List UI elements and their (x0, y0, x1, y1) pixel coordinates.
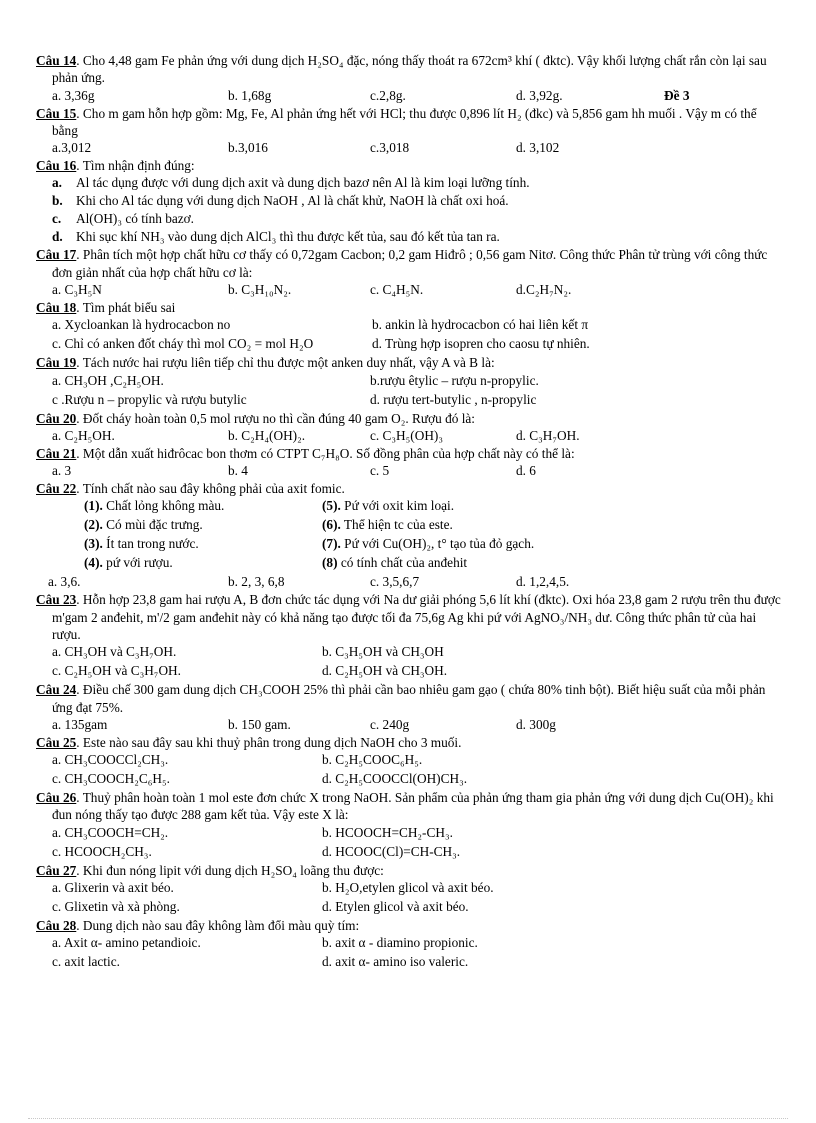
page-bottom-divider (28, 1118, 788, 1119)
option-b[interactable]: b. 150 gam. (228, 716, 291, 732)
question-20 (36, 410, 782, 445)
question-stem (36, 354, 782, 371)
answer-row (52, 879, 782, 898)
question-stem (36, 410, 782, 427)
option-a[interactable]: a. 3,36g (52, 87, 95, 103)
option-b[interactable]: b. 2, 3, 6,8 (228, 574, 285, 590)
question-15 (36, 105, 782, 158)
option-a[interactable] (52, 174, 782, 192)
question-stem (36, 299, 782, 316)
option-a[interactable]: a. CH₃OH ,C₂H₅OH. (52, 372, 164, 388)
exam-code-tag: Đề 3 (664, 87, 690, 103)
option-a[interactable]: a. 3,6. (48, 574, 81, 590)
option-c[interactable]: c.3,018 (370, 140, 410, 156)
question-number: Câu 24 (36, 682, 77, 698)
answer-options (52, 427, 782, 445)
answer-options (52, 462, 782, 480)
property-item: (4). pứ với rượu. (84, 555, 173, 571)
question-text: . Tìm nhận định đúng: (76, 158, 195, 174)
option-d[interactable]: d. 3,102 (516, 140, 560, 156)
option-b[interactable]: b. C₃H₅OH và CH₃OH (322, 644, 444, 660)
option-text: Khi sục khí NH₃ vào dung dịch AlCl₃ thì thu được kết tủa, sau đó kết tủa tan ra. (76, 229, 500, 245)
question-stem (36, 681, 782, 716)
question-text: . Este nào sau đây sau khi thuỷ phân trong dung dịch NaOH cho 3 muối. (76, 734, 462, 750)
option-b[interactable] (52, 192, 782, 210)
option-c[interactable]: c.2,8g. (370, 87, 406, 103)
question-22 (36, 480, 782, 591)
question-number: Câu 27 (36, 862, 77, 878)
question-23 (36, 591, 782, 681)
question-stem (36, 862, 782, 879)
option-a[interactable]: a. 135gam (52, 716, 108, 732)
option-a[interactable]: a. Axit α- amino petandioic. (52, 935, 201, 951)
option-c[interactable]: c. 240g (370, 716, 410, 732)
property-row (84, 535, 782, 554)
option-d[interactable]: d. 300g (516, 716, 556, 732)
question-text: . Tìm phát biểu sai (76, 299, 176, 315)
question-text: . Phân tích một hợp chất hữu cơ thấy có 0,72gam Cacbon; 0,2 gam Hiđrô ; 0,56 gam Nitơ. Công thức Phân tử trùng với công thức đơn giản nhất của hợp chất hữu cơ là: (52, 247, 768, 280)
option-d[interactable]: d. 1,2,4,5. (516, 574, 570, 590)
question-26 (36, 789, 782, 862)
question-number: Câu 25 (36, 734, 77, 750)
option-c[interactable]: c. CH₃COOCH₂C₆H₅. (52, 771, 170, 787)
answer-options (52, 716, 782, 734)
option-a[interactable]: a. CH₃COOCCl₂CH₃. (52, 752, 169, 768)
question-number: Câu 18 (36, 299, 77, 315)
property-item: (2). Có mùi đặc trưng. (84, 517, 203, 533)
option-d[interactable]: d. rượu tert-butylic , n-propylic (370, 391, 537, 407)
property-item: (5). Pứ với oxit kim loại. (322, 498, 455, 514)
question-text: . Khi đun nóng lipit với dung dịch H₂SO₄ loãng thu được: (76, 862, 384, 878)
option-a[interactable]: a. Glixerin và axit béo. (52, 879, 174, 895)
option-c[interactable]: c. C₄H₅N. (370, 281, 424, 297)
option-d[interactable]: d. C₂H₅COOCCl(OH)CH₃. (322, 771, 468, 787)
question-number: Câu 22 (36, 481, 77, 497)
answer-options (48, 573, 782, 591)
answer-row (52, 751, 782, 770)
option-c[interactable]: c. C₃H₅(OH)₃ (370, 427, 443, 443)
option-text: Khi cho Al tác dụng với dung dịch NaOH , Al là chất khử, NaOH là chất oxi hoá. (76, 193, 509, 209)
answer-row (52, 824, 782, 843)
question-text: . Tính chất nào sau đây không phải của axit fomic. (76, 481, 345, 497)
question-number: Câu 17 (36, 247, 77, 263)
question-number: Câu 14 (36, 53, 77, 68)
answer-options (52, 174, 782, 246)
option-a[interactable]: a. C₃H₅N (52, 281, 102, 297)
answer-row (52, 643, 782, 662)
answer-row (52, 316, 782, 335)
option-b[interactable]: b. H₂O,etylen glicol và axit béo. (322, 879, 494, 895)
option-b[interactable]: b.3,016 (228, 140, 268, 156)
answer-row (52, 662, 782, 681)
option-b[interactable]: b.rượu êtylic – rượu n-propylic. (370, 372, 539, 388)
option-c[interactable] (52, 210, 782, 228)
option-b[interactable]: b. 1,68g (228, 87, 272, 103)
option-b[interactable]: b. HCOOCH=CH₂-CH₃. (322, 824, 453, 840)
question-number: Câu 21 (36, 445, 77, 461)
question-stem (36, 480, 782, 497)
property-item: (3). Ít tan trong nước. (84, 536, 199, 552)
question-text: . Dung dịch nào sau đây không làm đổi màu quỳ tím: (76, 917, 360, 933)
question-stem (36, 52, 782, 87)
option-c[interactable]: c. C₂H₅OH và C₃H₇OH. (52, 663, 181, 679)
property-item: (6). Thể hiện tc của este. (322, 517, 453, 533)
question-stem (36, 157, 782, 174)
option-a[interactable]: a. 3 (52, 463, 72, 479)
option-d[interactable]: d. Etylen glicol và axit béo. (322, 898, 469, 914)
option-b[interactable]: b. C₃H₁₀N₂. (228, 281, 292, 297)
question-stem (36, 734, 782, 751)
option-c[interactable]: c .Rượu n – propylic và rượu butylic (52, 391, 247, 407)
question-number: Câu 19 (36, 355, 77, 371)
question-text: . Điều chế 300 gam dung dịch CH₃COOH 25% thì phải cần bao nhiêu gam gạo ( chứa 80% tinh bột). Biết hiệu suất của mỗi phản ứng đạt 75%. (52, 682, 766, 715)
option-a[interactable]: a. CH₃COOCH=CH₂. (52, 824, 169, 840)
question-16 (36, 157, 782, 246)
option-b[interactable]: b. C₂H₄(OH)₂. (228, 427, 306, 443)
property-row (84, 497, 782, 516)
option-c[interactable]: c. HCOOCH₂CH₃. (52, 843, 152, 859)
option-a[interactable]: a. CH₃OH và C₃H₇OH. (52, 644, 177, 660)
question-text: . Cho m gam hỗn hợp gồm: Mg, Fe, Al phản ứng hết với HCl; thu được 0,896 lít H₂ (đkc) và 5,856 gam hh muối . Vậy m có thể bằng (52, 105, 757, 138)
answer-row (52, 372, 782, 391)
option-a[interactable]: a. Xycloankan là hydrocacbon no (52, 317, 231, 333)
question-number: Câu 16 (36, 158, 77, 174)
option-c[interactable]: c. axit lactic. (52, 954, 120, 970)
question-number: Câu 23 (36, 592, 77, 608)
question-text: . Một dẫn xuất hiđrôcac bon thơm có CTPT C₇H₈O. Số đồng phân của hợp chất này có thể là: (76, 445, 575, 461)
question-number: Câu 28 (36, 917, 77, 933)
question-stem (36, 105, 782, 140)
option-b[interactable]: b. 4 (228, 463, 248, 479)
property-item: (1). Chất lỏng không màu. (84, 498, 225, 514)
question-text: . Thuỷ phân hoàn toàn 1 mol este đơn chức X trong NaOH. Sản phẩm của phản ứng tham gia phản ứng với dung dịch Cu(OH)₂ khi đun nóng thấy tạo được 288 gam kết tủa. Vậy este X là: (52, 790, 774, 823)
property-row (84, 554, 782, 573)
question-19 (36, 354, 782, 409)
option-letter: c. (52, 211, 62, 227)
option-d[interactable] (52, 228, 782, 246)
option-letter: a. (52, 175, 62, 191)
option-c[interactable]: c. 5 (370, 463, 390, 479)
answer-options (52, 87, 782, 105)
option-b[interactable]: b. C₂H₅COOC₆H₅. (322, 752, 423, 768)
question-stem (36, 445, 782, 462)
option-text: Al tác dụng được với dung dịch axit và dung dịch bazơ nên Al là kim loại lưỡng tính. (76, 175, 530, 191)
question-text: . Đốt cháy hoàn toàn 0,5 mol rượu no thì cần đúng 40 gam O₂. Rượu đó là: (76, 410, 475, 426)
option-c[interactable]: c. Chỉ có anken đốt cháy thì mol CO₂ = mol H₂O (52, 336, 314, 352)
option-letter: b. (52, 193, 63, 209)
option-a[interactable]: a.3,012 (52, 140, 92, 156)
question-18 (36, 299, 782, 354)
question-number: Câu 15 (36, 105, 77, 121)
answer-row (52, 843, 782, 862)
property-row (84, 516, 782, 535)
option-d[interactable]: d. 3,92g. (516, 87, 563, 103)
answer-options (52, 139, 782, 157)
answer-options (52, 281, 782, 299)
answer-row (52, 335, 782, 354)
question-17 (36, 246, 782, 299)
answer-row (52, 934, 782, 953)
option-d[interactable]: d. 6 (516, 463, 536, 479)
option-b[interactable]: b. axit α - diamino propionic. (322, 935, 478, 951)
option-letter: d. (52, 229, 63, 245)
option-d[interactable]: d.C₂H₇N₂. (516, 281, 572, 297)
answer-row (52, 953, 782, 972)
question-number: Câu 20 (36, 410, 77, 426)
option-d[interactable]: d. HCOOC(Cl)=CH-CH₃. (322, 843, 461, 859)
option-d[interactable]: d. C₂H₅OH và CH₃OH. (322, 663, 448, 679)
question-text: . Cho 4,48 gam Fe phản ứng với dung dịch H₂SO₄ đặc, nóng thấy thoát ra 672cm³ khí ( đktc). Vậy khối lượng chất rắn còn lại sau phản ứng. (52, 53, 767, 86)
property-item: (7). Pứ với Cu(OH)₂, t° tạo tủa đỏ gạch. (322, 536, 535, 552)
question-stem (36, 246, 782, 281)
option-d[interactable]: d. C₃H₇OH. (516, 427, 580, 443)
option-c[interactable]: c. 3,5,6,7 (370, 574, 420, 590)
question-stem (36, 789, 782, 824)
question-stem (36, 591, 782, 643)
answer-row (52, 391, 782, 410)
option-d[interactable]: d. Trùng hợp isopren cho caosu tự nhiên. (372, 336, 590, 352)
answer-row (52, 770, 782, 789)
option-d[interactable]: d. axit α- amino iso valeric. (322, 954, 469, 970)
question-stem (36, 917, 782, 934)
option-text: Al(OH)₃ có tính bazơ. (76, 211, 195, 227)
question-text: . Hỗn hợp 23,8 gam hai rượu A, B đơn chức tác dụng với Na dư giải phóng 5,6 lít khí (đktc). Oxi hóa 23,8 gam 2 rượu trên thu được m'gam 2 anđehit, m'/2 gam anđehit này có khả năng tạo được tối đa 75,6g Ag khi pứ với AgNO₃/NH₃ dư. Công thức phân tử của hai rượu. (52, 592, 781, 642)
question-text: . Tách nước hai rượu liên tiếp chỉ thu được một anken duy nhất, vậy A và B là: (76, 355, 495, 371)
property-item: (8) có tính chất của anđehit (322, 555, 468, 571)
option-b[interactable]: b. ankin là hydrocacbon có hai liên kết π (372, 317, 589, 333)
answer-row (52, 898, 782, 917)
option-c[interactable]: c. Glixetin và xà phòng. (52, 898, 180, 914)
exam-page (36, 52, 782, 972)
question-27 (36, 862, 782, 917)
question-number: Câu 26 (36, 790, 77, 806)
question-28 (36, 917, 782, 972)
question-14 (36, 52, 782, 105)
option-a[interactable]: a. C₂H₅OH. (52, 427, 115, 443)
question-21 (36, 445, 782, 480)
question-24 (36, 681, 782, 734)
question-25 (36, 734, 782, 789)
